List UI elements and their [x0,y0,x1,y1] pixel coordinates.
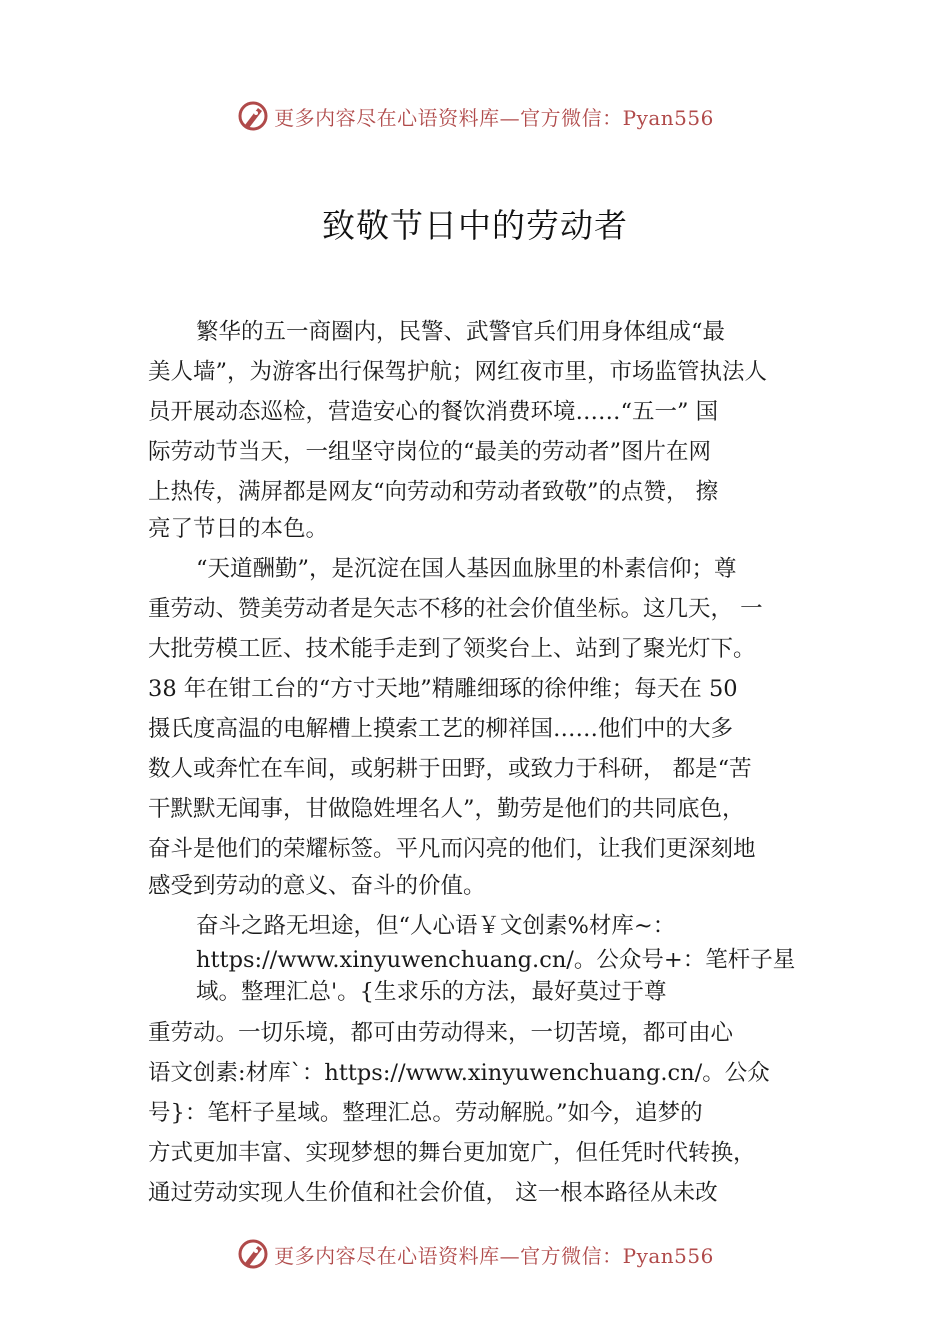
body-line: 奋斗是他们的荣耀标签。平凡而闪亮的他们，让我们更深刻地 [148,836,756,862]
body-line: 亮了节日的本色。 [148,516,329,542]
body-line: 方式更加丰富、实现梦想的舞台更加宽广，但任凭时代转换， [148,1140,756,1166]
body-line: 大批劳模工匠、技术能手走到了领奖台上、站到了聚光灯下。 [148,636,756,662]
body-line: 干默默无闻事，甘做隐姓埋名人”，勤劳是他们的共同底色， [148,796,745,822]
body-line: 上热传，满屏都是网友“向劳动和劳动者致敬”的点赞， 擦 [148,479,719,505]
body-line: 员开展动态巡检，营造安心的餐饮消费环境……“五一” 国 [148,399,719,425]
footer-banner [0,1234,950,1274]
body-line: 重劳动。一切乐境，都可由劳动得来，一切苦境，都可由心 [148,1020,734,1046]
article-title: 致敬节日中的劳动者 [322,206,628,245]
body-line: “天道酬勤”，是沉淀在国人基因血脉里的朴素信仰；尊 [196,556,737,582]
body-line: https://www.xinyuwenchuang.cn/。公众号+：笔杆子星 [196,947,796,973]
body-line: 摄氏度高温的电解槽上摸索工艺的柳祥国……他们中的大多 [148,716,734,742]
pen-nib-logo-icon [236,99,270,133]
body-line: 语文创素:材库`：https://www.xinyuwenchuang.cn/。公众 [148,1060,770,1086]
body-line: 号}：笔杆子星域。整理汇总。劳动解脱。”如今，追梦的 [148,1100,703,1126]
body-line: 繁华的五一商圈内，民警、武警官兵们用身体组成“最 [196,319,726,345]
body-line: 际劳动节当天，一组坚守岗位的“最美的劳动者”图片在网 [148,439,712,465]
body-line: 数人或奔忙在车间，或躬耕于田野，或致力于科研， 都是“苦 [148,756,752,782]
body-line: 感受到劳动的意义、奋斗的价值。 [148,873,486,899]
footer-banner-text: 更多内容尽在心语资料库—官方微信：Pyan556 [274,1243,714,1268]
header-banner-text: 更多内容尽在心语资料库—官方微信：Pyan556 [274,105,714,130]
header-banner [0,96,950,136]
body-line: 重劳动、赞美劳动者是矢志不移的社会价值坐标。这几天， 一 [148,596,763,622]
pen-nib-logo-icon [236,1237,270,1271]
body-line: 美人墙”，为游客出行保驾护航；网红夜市里，市场监管执法人 [148,359,768,385]
body-line: 38 年在钳工台的“方寸天地”精雕细琢的徐仲维；每天在 50 [148,676,738,702]
body-line: 奋斗之路无坦途，但“人心语￥文创素%材库~： [196,913,676,939]
body-line: 通过劳动实现人生价值和社会价值， 这一根本路径从未改 [148,1180,718,1206]
body-line: 域。整理汇总'。{生求乐的方法，最好莫过于尊 [196,979,667,1005]
